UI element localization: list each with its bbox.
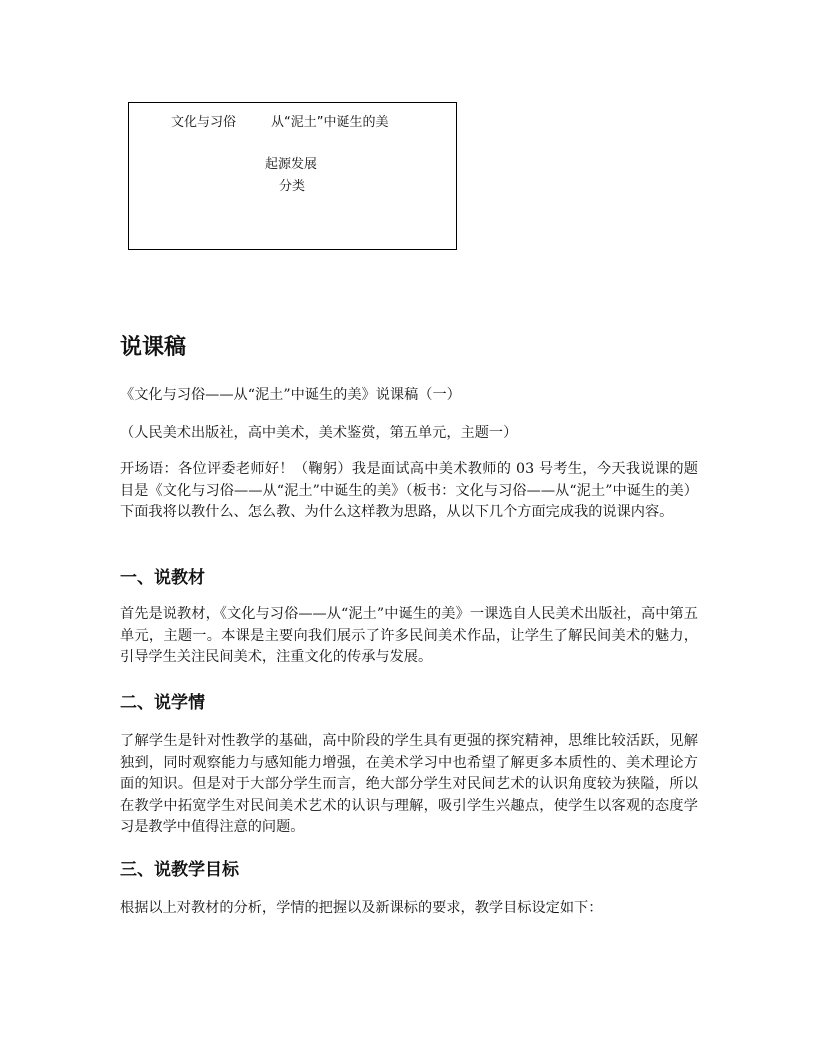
lesson-subtitle: 《文化与习俗——从“泥土”中诞生的美》说课稿（一） — [120, 387, 461, 403]
section-heading-students: 二、说学情 — [120, 693, 205, 713]
document-title: 说课稿 — [120, 335, 187, 360]
blackboard-title-right: 从“泥土”中诞生的美 — [271, 115, 389, 130]
blackboard-title-left: 文化与习俗 — [171, 115, 237, 130]
section-heading-objectives: 三、说教学目标 — [120, 860, 239, 880]
blackboard-item-origin: 起源发展 — [265, 157, 318, 172]
blackboard-item-classification: 分类 — [279, 179, 306, 194]
section-heading-textbook: 一、说教材 — [120, 568, 205, 588]
opening-remarks: 开场语：各位评委老师好！（鞠躬）我是面试高中美术教师的 03 号考生，今天我说课的题目是《文化与习俗——从“泥土”中诞生的美》（板书：文化与习俗——从“泥土”中诞生的美）下面我将以教什么、怎么教、为什么这样教为思路，从以下几个方面完成我的说课内容。 — [120, 461, 698, 520]
section-body-students: 了解学生是针对性教学的基础，高中阶段的学生具有更强的探究精神，思维比较活跃，见解独到，同时观察能力与感知能力增强，在美术学习中也希望了解更多本质性的、美术理论方面的知识。但是对于大部分学生而言，绝大部分学生对民间艺术的认识角度较为狭隘，所以在教学中拓宽学生对民间美术艺术的认识与理解，吸引学生兴趣点，使学生以客观的态度学习是教学中值得注意的问题。 — [120, 733, 698, 835]
section-body-objectives: 根据以上对教材的分析，学情的把握以及新课标的要求，教学目标设定如下： — [120, 900, 603, 916]
section-body-textbook: 首先是说教材，《文化与习俗——从“泥土”中诞生的美》一课选自人民美术出版社，高中第五单元，主题一。本课是主要向我们展示了许多民间美术作品，让学生了解民间美术的魅力，引导学生关注民间美术，注重文化的传承与发展。 — [120, 606, 698, 665]
blackboard-design-box — [128, 102, 457, 250]
lesson-source: （人民美术出版社，高中美术，美术鉴赏，第五单元，主题一） — [120, 425, 518, 441]
